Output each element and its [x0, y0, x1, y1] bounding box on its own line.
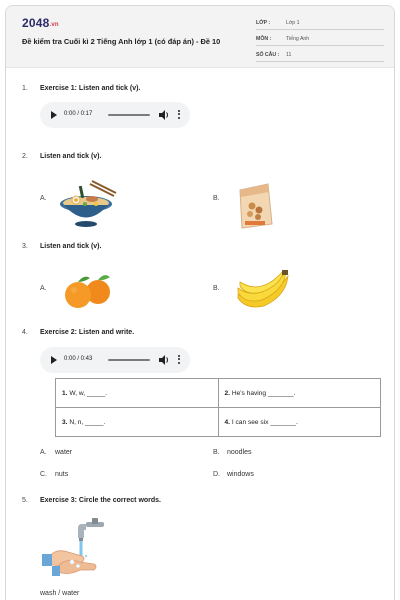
meta-class-value: Lớp 1 [286, 20, 300, 26]
meta-subject-value: Tiếng Anh [286, 36, 310, 42]
item-number: 3. [62, 418, 68, 426]
more-options-icon[interactable] [178, 110, 181, 120]
question-number-1: 1. [22, 85, 28, 92]
audio-player-2[interactable] [40, 347, 190, 373]
logo-tld: .vn [49, 22, 59, 28]
audio-time: 0:00 / 0:17 [64, 111, 93, 117]
washing-hands-icon[interactable] [42, 518, 110, 582]
table-cell [218, 408, 381, 437]
meta-count [256, 50, 384, 62]
meta-subject [256, 34, 384, 46]
audio-progress-bar[interactable] [108, 359, 150, 361]
nuts-bag-icon[interactable] [234, 182, 276, 230]
more-options-icon[interactable] [178, 355, 181, 365]
choice-letter-d: D. [213, 471, 220, 478]
choice-letter-b: B. [213, 449, 220, 456]
question-number-3: 3. [22, 243, 28, 250]
question-number-4: 4. [22, 329, 28, 336]
table-cell [56, 408, 219, 437]
play-icon[interactable] [51, 356, 57, 364]
page-title: Đề kiểm tra Cuối kì 2 Tiếng Anh lớp 1 (có đáp án) - Đề 10 [22, 37, 221, 46]
header [6, 6, 394, 68]
audio-player-1[interactable] [40, 102, 190, 128]
table-row [56, 408, 381, 437]
volume-icon[interactable] [158, 354, 170, 366]
choice-letter-a: A. [40, 449, 47, 456]
meta-class [256, 18, 384, 30]
audio-progress-bar[interactable] [108, 114, 150, 116]
question-text-5: Exercise 3: Circle the correct words. [40, 497, 161, 504]
bananas-icon[interactable] [234, 270, 292, 312]
logo-text: 2048 [22, 16, 50, 30]
question-text-2: Listen and tick (v). [40, 153, 102, 160]
item-text: W, w, _____. [67, 389, 108, 397]
option-letter-b: B. [213, 195, 220, 202]
question-number-2: 2. [22, 153, 28, 160]
item-number: 4. [224, 418, 230, 426]
choice-text-a[interactable]: water [55, 449, 73, 456]
option-letter-a: A. [40, 285, 47, 292]
noodle-bowl-icon[interactable] [56, 178, 118, 228]
fill-in-table [55, 378, 381, 437]
item-number: 1. [62, 389, 68, 397]
choice-text-d[interactable]: windows [227, 471, 254, 478]
option-letter-b: B. [213, 285, 220, 292]
audio-time: 0:00 / 0:43 [64, 356, 93, 362]
question-number-5: 5. [22, 497, 28, 504]
item-text: He's having _______. [230, 389, 296, 397]
oranges-icon[interactable] [60, 272, 114, 310]
item-text: I can see six _______. [230, 418, 298, 426]
choice-letter-c: C. [40, 471, 47, 478]
play-icon[interactable] [51, 111, 57, 119]
meta-subject-label: MÔN : [256, 36, 272, 42]
item-text: N, n, _____. [67, 418, 106, 426]
exam-sheet [5, 5, 395, 600]
table-row [56, 379, 381, 408]
item-number: 2. [224, 389, 230, 397]
table-cell [218, 379, 381, 408]
choice-text-c[interactable]: nuts [55, 471, 69, 478]
meta-count-value: 11 [286, 52, 292, 58]
question-text-1: Exercise 1: Listen and tick (v). [40, 85, 141, 92]
meta-count-label: SỐ CÂU : [256, 52, 280, 58]
option-letter-a: A. [40, 195, 47, 202]
volume-icon[interactable] [158, 109, 170, 121]
image-caption: wash / water [40, 590, 80, 597]
question-text-3: Listen and tick (v). [40, 243, 102, 250]
meta-class-label: LỚP : [256, 20, 271, 26]
table-cell [56, 379, 219, 408]
choice-text-b[interactable]: noodles [227, 449, 252, 456]
question-text-4: Exercise 2: Listen and write. [40, 329, 135, 336]
site-logo[interactable] [22, 16, 59, 30]
